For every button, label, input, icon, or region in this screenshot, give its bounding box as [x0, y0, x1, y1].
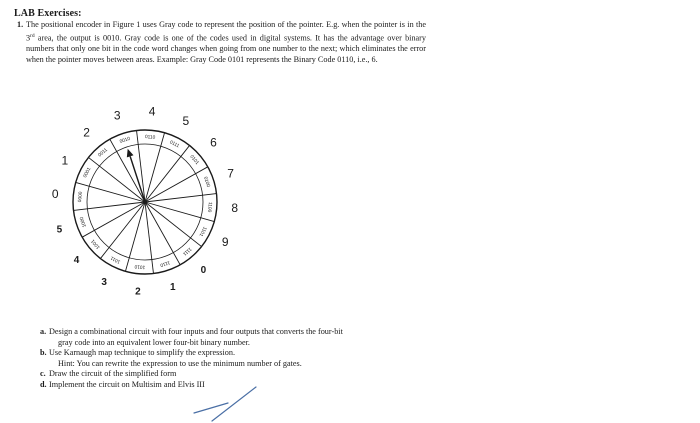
task-row [40, 359, 440, 370]
sector-code-label: 0010 [119, 136, 131, 145]
task-label: c. [40, 369, 46, 378]
task-text: Implement the circuit on Multisim and Elvis III [49, 379, 205, 389]
sector-number-label: 8 [231, 201, 239, 216]
sector-number-label: 0 [51, 187, 59, 202]
sector-number-label: 2 [135, 286, 141, 298]
sector-number-label: 3 [113, 108, 121, 123]
sector-number-label: 2 [83, 125, 90, 140]
task-row [40, 338, 440, 349]
task-label [40, 338, 49, 349]
task-text: Design a combinational circuit with four inputs and four outputs that converts the four-bit [49, 327, 343, 336]
sector-divider [145, 202, 180, 265]
sector-divider [145, 194, 217, 202]
sector-number-label: 3 [101, 276, 107, 288]
sector-number-label: 9 [221, 235, 229, 250]
sector-divider [145, 133, 165, 202]
sector-code-label: 0100 [202, 176, 211, 188]
question-1 [17, 20, 426, 65]
lab-heading: LAB Exercises: [14, 8, 82, 19]
task-text: gray code into an equivalent lower four-bit binary number. [58, 337, 250, 347]
pen-stroke-1 [194, 403, 228, 413]
pen-stroke-2 [212, 387, 256, 421]
sector-code-label: 1010 [134, 263, 146, 269]
sector-number-label: 4 [148, 104, 156, 119]
question-number: 1. [17, 20, 24, 29]
sector-divider [145, 202, 202, 247]
sector-code-label: 0101 [188, 154, 200, 166]
task-text: Hint: You can rewrite the expression to use the minimum number of gates. [58, 358, 302, 368]
gray-code-encoder-figure [30, 92, 260, 322]
sector-divider [145, 167, 208, 202]
sector-divider [100, 202, 145, 259]
sector-divider [137, 130, 145, 202]
task-row [40, 327, 440, 338]
sector-divider [73, 202, 145, 210]
task-text: Draw the circuit of the simplified form [49, 369, 177, 378]
sector-code-label: 0110 [144, 135, 156, 141]
sector-number-label: 1 [170, 282, 176, 294]
task-label: b. [40, 348, 47, 357]
task-text: Use Karnaugh map technique to simplify the expression. [49, 348, 235, 357]
question-text [26, 20, 426, 65]
task-label [40, 359, 49, 370]
task-list [40, 327, 440, 390]
sector-number-label: 7 [227, 166, 234, 181]
sector-code-label: 0001 [83, 166, 93, 179]
sector-divider [82, 202, 145, 237]
question-text-part2: area, the output is 0010. Gray code is one of the codes used in digital systems. It has the advantage over binary numbers that only one bit in the code word changes when going from one number to the next; which eliminates the error when the pointer moves between areas. Example: Gray Code 0101 represents the Binary Code 0110, i.e., 6. [26, 33, 426, 64]
sector-number-label: 0 [200, 265, 207, 277]
sector-divider [145, 202, 214, 222]
question-superscript: rd [30, 32, 35, 39]
sector-divider [88, 157, 145, 202]
sector-code-label: 0000 [78, 191, 84, 203]
sector-code-label: 0011 [97, 147, 109, 159]
sector-divider [125, 202, 145, 271]
sector-number-label: 4 [73, 255, 80, 267]
sector-code-label: 1001 [90, 238, 102, 250]
sector-code-label: 1111 [181, 245, 192, 256]
sector-code-label: 1100 [206, 201, 212, 213]
sector-code-label: 1110 [159, 259, 171, 268]
pen-scribble [190, 383, 270, 423]
sector-number-label: 5 [56, 224, 63, 236]
task-row [40, 348, 440, 359]
sector-code-label: 1000 [79, 216, 88, 228]
sector-number-label: 5 [182, 113, 190, 128]
task-label: d. [40, 379, 47, 389]
task-label: a. [40, 327, 47, 336]
pointer-arrowhead [127, 149, 134, 158]
question-text-part1: The positional encoder in Figure 1 uses Gray code to represent the position of the pointer. E.g. when the pointer is in the 3 [26, 20, 426, 43]
sector-code-label: 1011 [110, 254, 122, 264]
sector-divider [145, 145, 190, 202]
sector-divider [110, 139, 145, 202]
sector-divider [76, 182, 145, 202]
sector-code-label: 1101 [197, 225, 207, 237]
sector-divider [145, 202, 153, 274]
pointer-pivot [143, 200, 147, 204]
sector-number-label: 6 [210, 135, 217, 150]
sector-code-label: 0111 [168, 140, 180, 150]
task-row [40, 369, 440, 380]
sector-number-label: 1 [61, 153, 69, 168]
